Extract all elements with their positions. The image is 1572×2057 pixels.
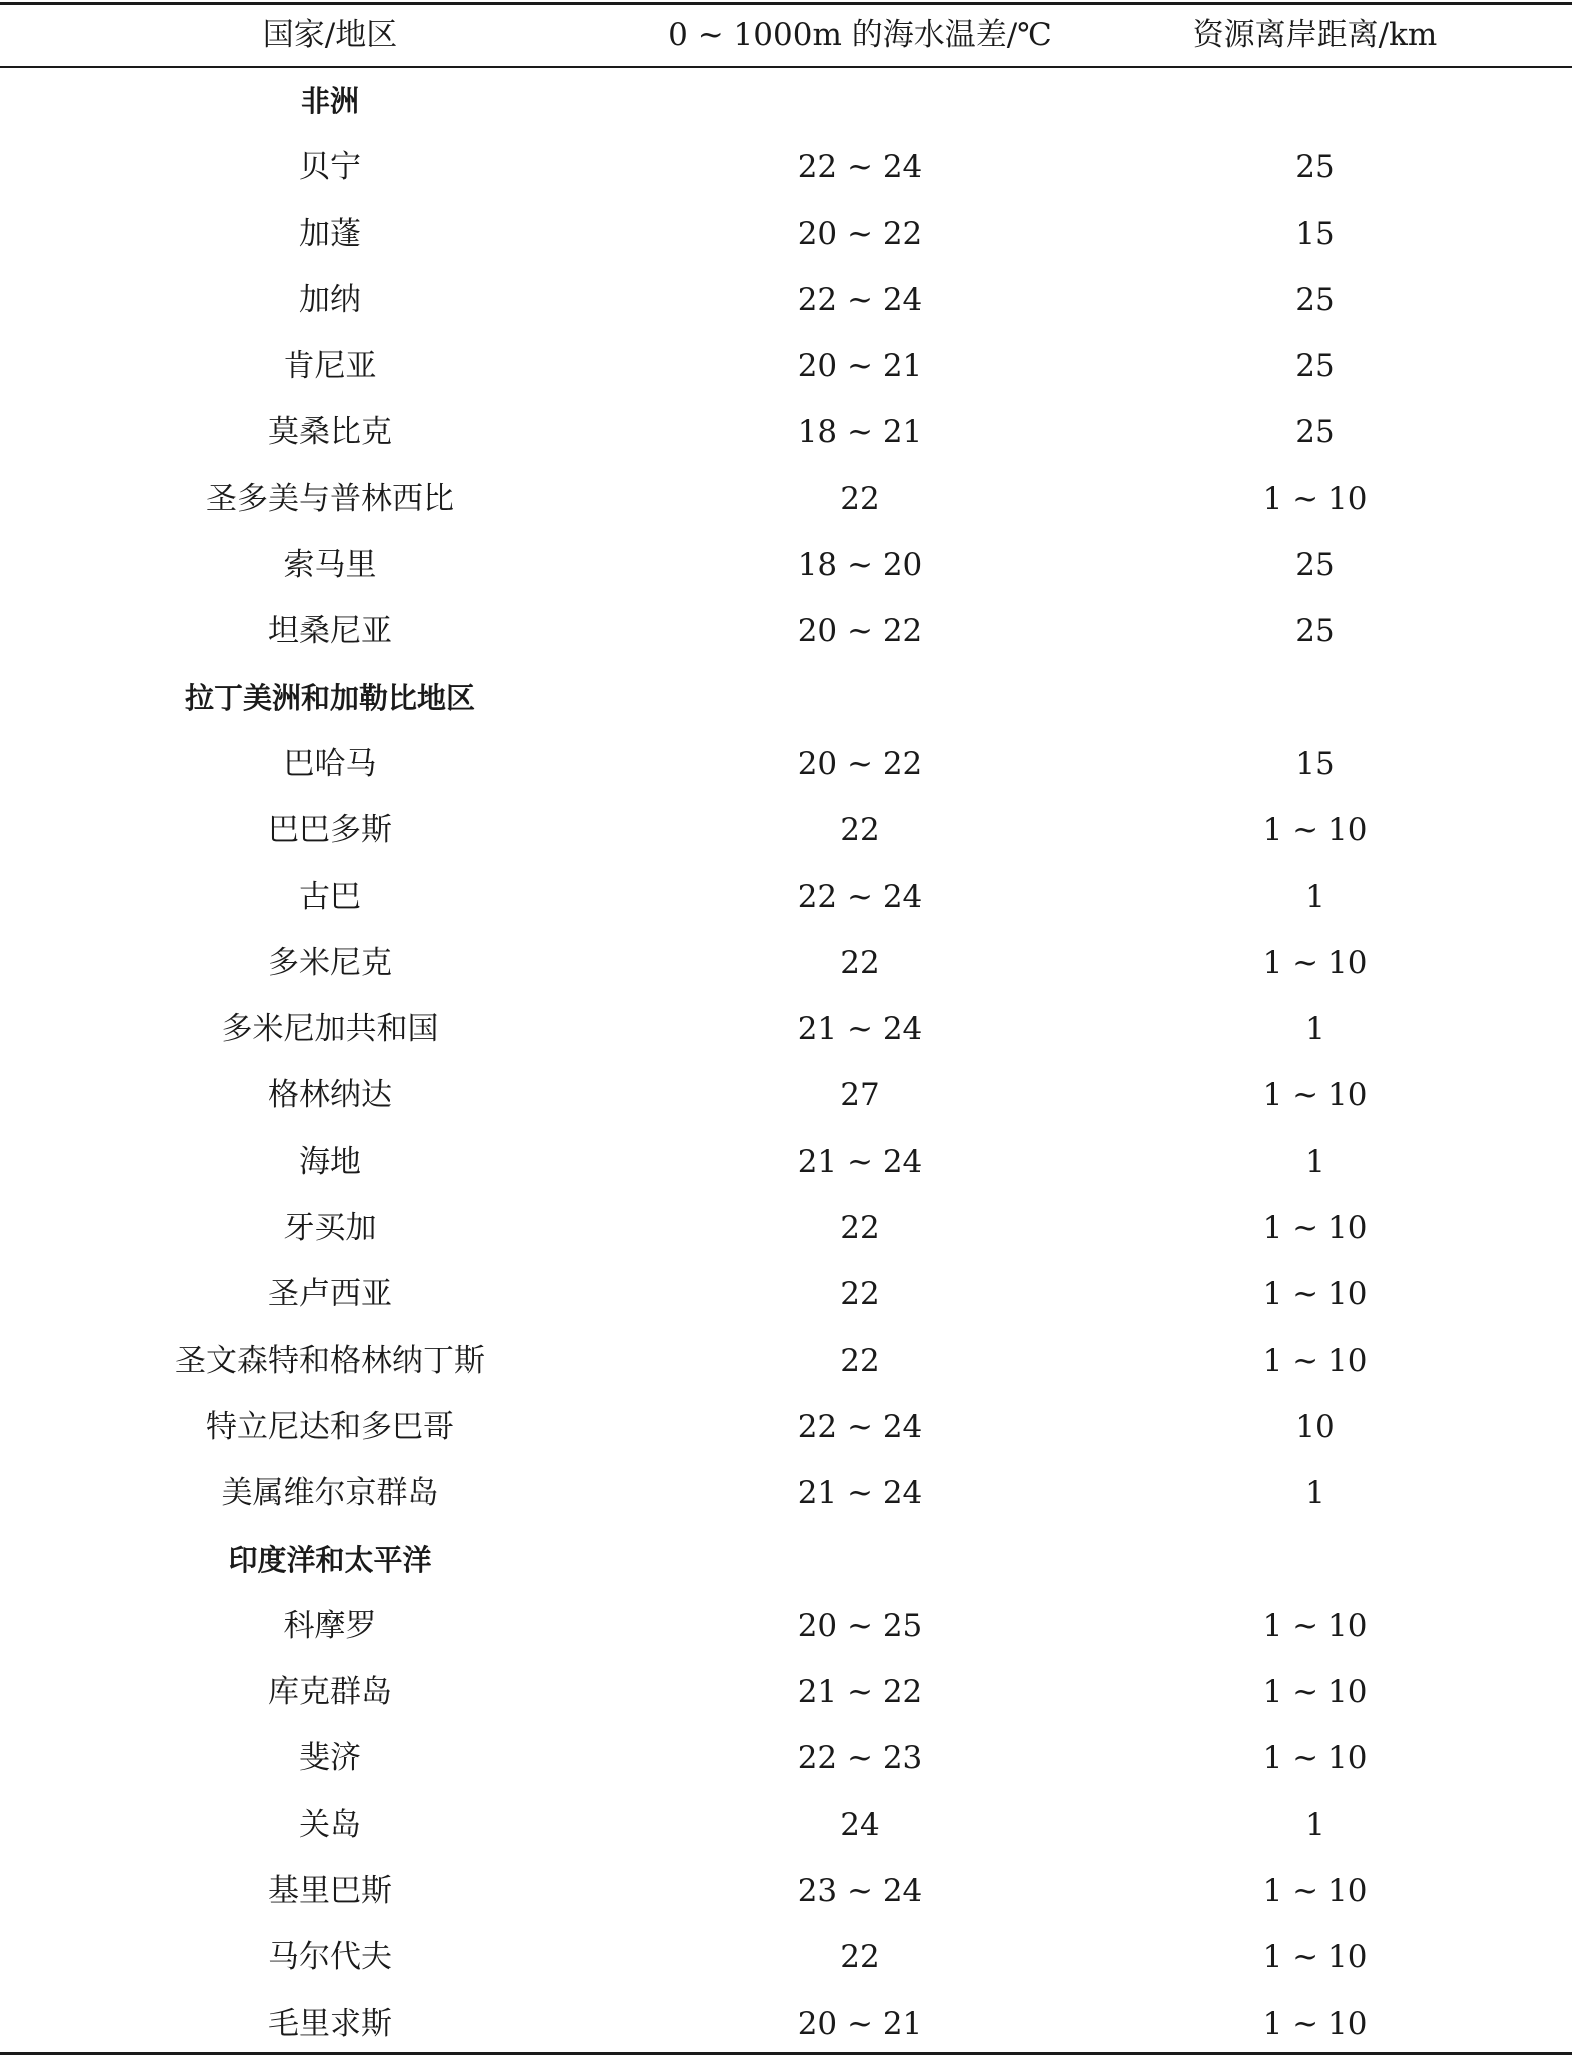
temperature-difference-cell: 20 ~ 21 [797,2005,923,2042]
country-cell: 肯尼亚 [283,348,377,385]
temperature-difference-cell: 18 ~ 21 [797,414,923,451]
country-cell: 多米尼克 [268,944,392,981]
offshore-distance-cell: 1 ~ 10 [1262,1210,1368,1247]
temperature-difference-cell: 20 ~ 22 [797,745,923,782]
table-row [0,1924,1572,1990]
temperature-difference-cell: 22 [840,480,880,517]
country-cell: 巴巴多斯 [268,812,392,849]
table-row [0,1394,1572,1460]
country-cell: 科摩罗 [283,1607,377,1644]
temperature-difference-cell: 20 ~ 25 [797,1607,923,1644]
header-offshore-distance: 资源离岸距离/km [1192,17,1438,53]
offshore-distance-cell: 25 [1295,348,1335,385]
offshore-distance-cell: 1 ~ 10 [1262,1674,1368,1711]
table-row [0,532,1572,598]
country-cell: 特立尼达和多巴哥 [206,1408,454,1445]
table-row [0,267,1572,333]
table-header-row [0,5,1572,66]
temperature-difference-cell: 22 [840,812,880,849]
table-row [0,333,1572,399]
country-cell: 马尔代夫 [268,1939,392,1976]
temperature-difference-cell: 23 ~ 24 [797,1873,923,1910]
temperature-difference-cell: 24 [840,1806,880,1843]
offshore-distance-cell: 1 ~ 10 [1262,1077,1368,1114]
offshore-distance-cell: 25 [1295,414,1335,451]
table-row [0,201,1572,267]
country-cell: 古巴 [299,878,361,915]
temperature-difference-cell: 21 ~ 22 [797,1674,923,1711]
offshore-distance-cell: 1 ~ 10 [1262,812,1368,849]
country-cell: 坦桑尼亚 [268,613,392,650]
section-row [0,68,1572,134]
table-row [0,466,1572,532]
offshore-distance-cell: 1 ~ 10 [1262,1740,1368,1777]
country-cell: 巴哈马 [283,745,377,782]
offshore-distance-cell: 1 [1305,1011,1325,1048]
temperature-difference-cell: 21 ~ 24 [797,1143,923,1180]
temperature-difference-cell: 20 ~ 21 [797,348,923,385]
offshore-distance-cell: 1 ~ 10 [1262,1873,1368,1910]
temperature-difference-cell: 27 [840,1077,880,1114]
section-row [0,1527,1572,1593]
table-row [0,1062,1572,1128]
temperature-difference-cell: 22 [840,1276,880,1313]
section-row [0,665,1572,731]
country-cell: 加蓬 [299,215,361,252]
country-cell: 美属维尔京群岛 [221,1475,439,1512]
country-cell: 加纳 [299,281,361,318]
offshore-distance-cell: 1 ~ 10 [1262,1276,1368,1313]
country-cell: 索马里 [283,547,377,584]
country-cell: 莫桑比克 [268,414,392,451]
temperature-difference-cell: 20 ~ 22 [797,215,923,252]
country-cell: 圣文森特和格林纳丁斯 [175,1342,485,1379]
country-cell: 贝宁 [299,149,361,186]
table-row [0,598,1572,664]
header-temperature-difference: 0 ~ 1000m 的海水温差/℃ [668,17,1052,53]
temperature-difference-cell: 21 ~ 24 [797,1011,923,1048]
offshore-distance-cell: 25 [1295,281,1335,318]
table-row [0,731,1572,797]
offshore-distance-cell: 25 [1295,547,1335,584]
temperature-difference-cell: 20 ~ 22 [797,613,923,650]
country-cell: 斐济 [299,1740,361,1777]
offshore-distance-cell: 1 [1305,878,1325,915]
table-row [0,1991,1572,2057]
temperature-difference-cell: 22 [840,1939,880,1976]
country-cell: 多米尼加共和国 [221,1011,439,1048]
temperature-difference-cell: 18 ~ 20 [797,547,923,584]
table-row [0,930,1572,996]
table-row [0,1261,1572,1327]
offshore-distance-cell: 10 [1295,1408,1335,1445]
temperature-difference-cell: 22 ~ 24 [797,878,923,915]
offshore-distance-cell: 25 [1295,613,1335,650]
temperature-difference-cell: 22 ~ 24 [797,281,923,318]
offshore-distance-cell: 1 [1305,1806,1325,1843]
table-row [0,1129,1572,1195]
table-row [0,1659,1572,1725]
table-row [0,1792,1572,1858]
header-country: 国家/地区 [262,17,398,53]
temperature-difference-cell: 22 [840,1210,880,1247]
offshore-distance-cell: 1 ~ 10 [1262,1939,1368,1976]
offshore-distance-cell: 1 [1305,1143,1325,1180]
table-body [0,68,1572,2057]
country-cell: 毛里求斯 [268,2005,392,2042]
table-row [0,1725,1572,1791]
country-cell: 圣卢西亚 [268,1276,392,1313]
table-row [0,1328,1572,1394]
section-title: 印度洋和太平洋 [228,1542,432,1577]
table-row [0,134,1572,200]
offshore-distance-cell: 15 [1295,215,1335,252]
temperature-difference-cell: 22 [840,944,880,981]
section-title: 拉丁美洲和加勒比地区 [184,680,475,715]
offshore-distance-cell: 1 ~ 10 [1262,1342,1368,1379]
section-title: 非洲 [300,84,359,118]
table-bottom-rule [0,2052,1572,2055]
table-row [0,1460,1572,1526]
temperature-difference-cell: 21 ~ 24 [797,1475,923,1512]
temperature-difference-cell: 22 [840,1342,880,1379]
table-row [0,797,1572,863]
table-row [0,864,1572,930]
table-row [0,1195,1572,1261]
offshore-distance-cell: 1 ~ 10 [1262,2005,1368,2042]
country-cell: 库克群岛 [268,1674,392,1711]
country-cell: 海地 [299,1143,361,1180]
table-row [0,1858,1572,1924]
country-cell: 关岛 [299,1806,361,1843]
country-cell: 格林纳达 [268,1077,392,1114]
offshore-distance-cell: 25 [1295,149,1335,186]
offshore-distance-cell: 1 ~ 10 [1262,1607,1368,1644]
table-row [0,996,1572,1062]
temperature-difference-cell: 22 ~ 24 [797,1408,923,1445]
country-cell: 圣多美与普林西比 [206,480,454,517]
temperature-difference-cell: 22 ~ 23 [797,1740,923,1777]
country-cell: 牙买加 [283,1210,377,1247]
country-cell: 基里巴斯 [268,1873,392,1910]
offshore-distance-cell: 1 [1305,1475,1325,1512]
table-row [0,399,1572,465]
temperature-difference-cell: 22 ~ 24 [797,149,923,186]
offshore-distance-cell: 15 [1295,745,1335,782]
offshore-distance-cell: 1 ~ 10 [1262,944,1368,981]
offshore-distance-cell: 1 ~ 10 [1262,480,1368,517]
table-row [0,1593,1572,1659]
